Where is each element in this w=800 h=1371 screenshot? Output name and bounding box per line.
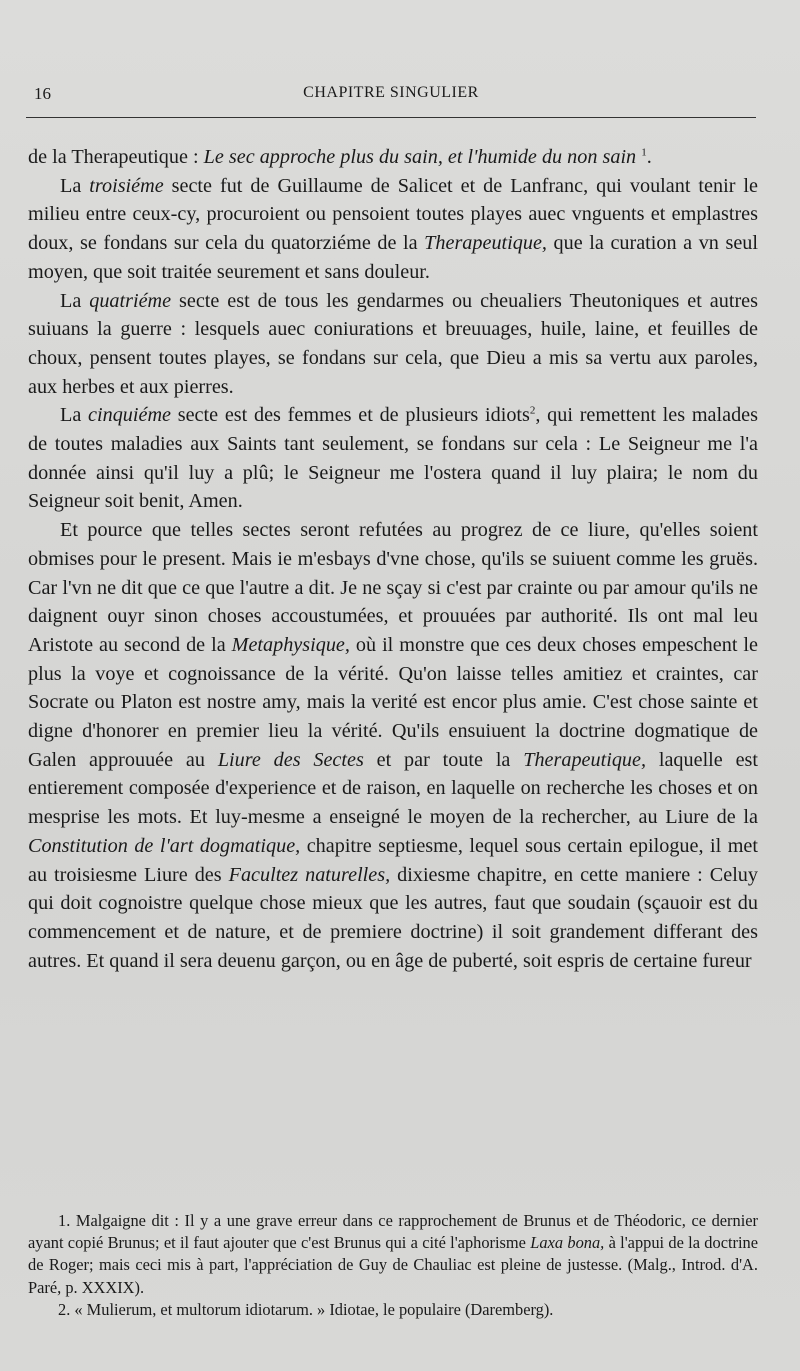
footnote	[28, 1299, 758, 1321]
italic-text: Liure des Sectes	[217, 748, 364, 771]
footnote	[28, 1210, 758, 1299]
text-run: chapitre septiesme, lequel sous certain epilogue, il met au troisiesme Liure des	[28, 834, 758, 886]
italic-text: cinquiéme	[88, 404, 171, 427]
text-run: La	[60, 404, 89, 427]
text-run: de la Therapeutique :	[28, 146, 204, 168]
paragraph	[28, 287, 758, 402]
text-run: secte fut de Guillaume de Salicet et de Lanfranc, qui voulant tenir le milieu entre ceux-cy, procuroient ou pensoient toutes playes auec vnguents et emplastres doux, se fondans sur cela du quatorziéme de la	[28, 174, 758, 255]
text-run: et par toute la	[363, 748, 524, 771]
text-run: à l'appui de la doctrine de Roger; mais ceci mis à part, l'appréciation de Guy de Chauliac est pleine de justesse. (Malg., Introd. d'A. Paré, p. XXXIX).	[28, 1233, 759, 1297]
italic-text: Therapeutique,	[523, 748, 647, 771]
italic-text: Metaphysique,	[231, 633, 350, 656]
paragraph	[28, 143, 758, 172]
text-run: 1. Malgaigne dit : Il y a une grave erreur dans ce rapprochement de Brunus et de Théodoric, ce dernier ayant copié Brunus; et il faut ajouter que c'est Brunus qui a cité l'aphorisme	[28, 1211, 758, 1253]
text-run: La	[60, 289, 90, 312]
italic-text: troisiéme	[89, 174, 164, 197]
italic-text: quatriéme	[89, 289, 172, 312]
italic-text: Facultez naturelles,	[228, 863, 391, 886]
text-run: Et pource que telles sectes seront refutées au progrez de ce liure, qu'elles soient obmises pour le present. Mais ie m'esbays d'vne chose, qu'ils se suiuent comme les gruës. Car l'vn ne dit que ce que l'autre a dit. Je ne sçay si c'est par crainte ou par amour qu'ils ne daignent ouyr sinon choses accoustumées, et prouuées par authorité. Ils ont mal leu Aristote au second de la	[28, 519, 758, 656]
text-run: où il monstre que ces deux choses empeschent le plus la voye et cognoissance de la vérité. Qu'on laisse telles amitiez et craintes, car Socrate ou Platon est nostre amy, mais la verité est encor plus amie. C'est chose sainte et digne d'honorer en premier lieu la vérité. Qu'ils ensuiuent la doctrine dogmatique de Galen approuuée au	[28, 633, 758, 771]
footnote-ref: 1	[641, 146, 647, 159]
text-run: secte est des femmes et de plusieurs idiots	[171, 404, 530, 427]
footnote-ref: 2	[529, 404, 536, 417]
text-run: .	[646, 146, 652, 168]
text-run: que la curation a vn seul moyen, que soit traitée seurement et sans douleur.	[28, 232, 759, 283]
paragraph	[28, 172, 758, 287]
running-title: CHAPITRE SINGULIER	[303, 84, 479, 101]
main-text	[28, 143, 758, 975]
paragraph	[28, 401, 758, 516]
text-run: La	[60, 174, 90, 197]
header-rule	[26, 117, 756, 118]
text-run: dixiesme chapitre, en cette maniere : Celuy qui doit cognoistre quelque chose mieux que les autres, faut que soudain (sçauoir est du commencement et de nature, et de premiere doctrine) il soit grandement differant des autres. Et quand il sera deuenu garçon, ou en âge de puberté, soit espris de certaine fureur	[28, 863, 758, 972]
italic-text: Constitution de l'art dogmatique,	[28, 834, 301, 857]
text-run: laquelle est entierement composée d'experience et de raison, en laquelle on recherche les choses et on mesprise les mots. Et luy-mesme a enseigné le moyen de la rechercher, au Liure de la	[28, 748, 759, 829]
footnotes	[28, 1210, 758, 1321]
page-number: 16	[34, 84, 51, 103]
paragraph	[28, 516, 758, 975]
text-run: secte est de tous les gendarmes ou cheualiers Theutoniques et autres suiuans la guerre : lesquels auec coniurations et breuuages, huile, laine, et feuilles de choux, pensent toutes playes, se fondans sur cela, que Dieu a mis sa vertu aux paroles, aux herbes et aux pierres.	[28, 289, 758, 398]
italic-text: Laxa bona,	[530, 1233, 605, 1253]
text-run: 2. « Mulierum, et multorum idiotarum. » Idiotae, le populaire (Daremberg).	[58, 1299, 554, 1319]
italic-text: Le sec approche plus du sain, et l'humide du non sain	[203, 146, 637, 168]
page-header	[26, 84, 756, 110]
text-run: , qui remettent les malades de toutes maladies aux Saints tant seulement, se fondans sur cela : Le Seigneur me l'a donnée ainsi qu'il luy a plû; le Seigneur me l'ostera quand il luy plaira; le nom du Seigneur soit benit, Amen.	[28, 404, 758, 513]
italic-text: Therapeutique,	[424, 232, 547, 255]
